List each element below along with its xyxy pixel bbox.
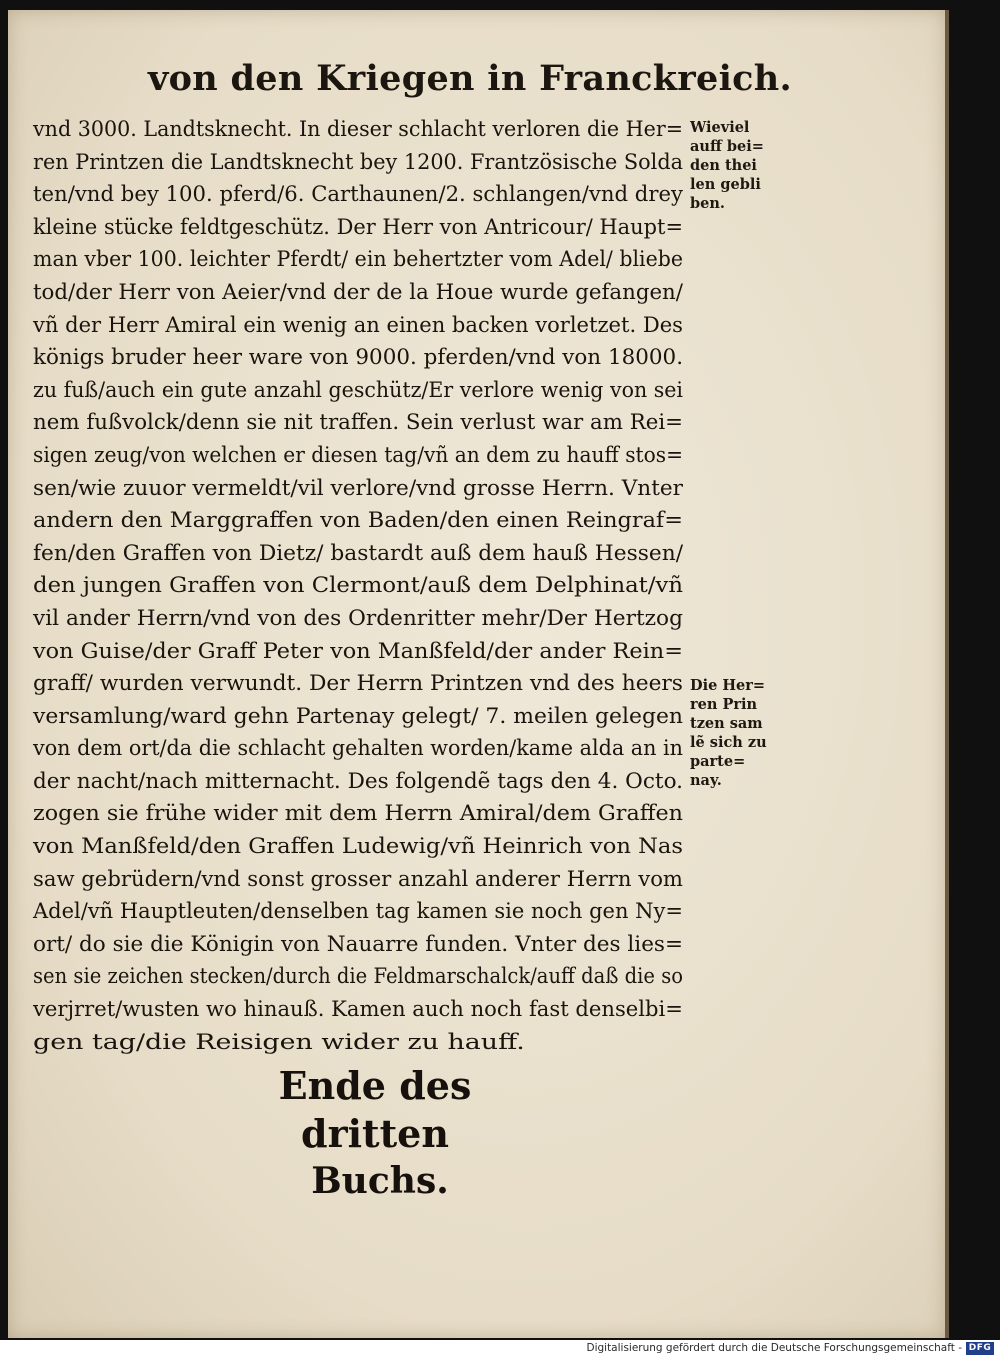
text-line: zogen sie frühe wider mit dem Herrn Amiral/dem Graffen: [33, 801, 684, 827]
footer-bar: [0, 1340, 1000, 1358]
text-line: sigen zeug/von welchen er diesen tag/vñ an dem zu hauff stos=: [33, 442, 684, 468]
text-line: verjrret/wusten wo hinauß. Kamen auch noch fast denselbi=: [33, 997, 683, 1023]
margin-note-line: Wieviel: [690, 119, 750, 136]
text-line: tod/der Herr von Aeier/vnd der de la Houe wurde gefangen/: [33, 279, 683, 305]
text-line: ten/vnd bey 100. pferd/6. Carthaunen/2. schlangen/vnd drey: [33, 182, 683, 208]
funding-notice: Digitalisierung gefördert durch die Deutsche Forschungsgemeinschaft -: [586, 1342, 962, 1354]
text-line: fen/den Graffen von Dietz/ bastardt auß dem hauß Hessen/: [33, 540, 684, 566]
margin-note: [690, 676, 800, 790]
margin-note-line: len gebli: [690, 176, 761, 193]
margin-note: [690, 118, 800, 213]
text-line: den jungen Graffen von Clermont/auß dem Delphinat/vñ: [33, 573, 683, 599]
text-line: vñ der Herr Amiral ein wenig an einen backen vorletzet. Des: [33, 312, 683, 338]
text-line: man vber 100. leichter Pferdt/ ein behertzter vom Adel/ bliebe: [33, 247, 684, 273]
text-line: nem fußvolck/denn sie nit traffen. Sein verlust war am Rei=: [33, 410, 684, 436]
text-line: Adel/vñ Hauptleuten/denselben tag kamen sie noch gen Ny=: [33, 899, 683, 925]
margin-note-line: nay.: [690, 772, 722, 789]
text-line: sen/wie zuuor vermeldt/vil verlore/vnd grosse Herrn. Vnter: [33, 475, 683, 501]
text-line: vnd 3000. Landtsknecht. In dieser schlacht verloren die Her=: [33, 117, 684, 142]
margin-note-line: tzen sam: [690, 715, 763, 732]
text-line: graff/ wurden verwundt. Der Herrn Printzen vnd des heers: [33, 671, 683, 697]
text-line: kleine stücke feldtgeschütz. Der Herr von Antricour/ Haupt=: [33, 214, 683, 240]
text-line: andern den Marggraffen von Baden/den einen Reingraf=: [33, 508, 683, 534]
margin-note-line: Die Her=: [690, 677, 766, 694]
margin-note-line: auff bei=: [690, 138, 764, 155]
text-line: vil ander Herrn/vnd von des Ordenritter mehr/Der Hertzog: [33, 605, 683, 631]
text-line: ren Printzen die Landtsknecht bey 1200. Frantzösische Solda: [33, 149, 684, 175]
text-line: von Guise/der Graff Peter von Manßfeld/der ander Rein=: [33, 638, 683, 664]
text-line: saw gebrüdern/vnd sonst grosser anzahl anderer Herrn vom: [33, 866, 683, 892]
text-line: sen sie zeichen stecken/durch die Feldmarschalck/auff daß die so: [33, 964, 684, 990]
margin-note-line: ren Prin: [690, 696, 758, 713]
text-line: versamlung/ward gehn Partenay gelegt/ 7. meilen gelegen: [33, 703, 684, 729]
book-end-line: Buchs.: [311, 1160, 449, 1202]
book-end-heading: [210, 1062, 540, 1204]
margin-note-line: ben.: [690, 195, 725, 212]
text-line: von dem ort/da die schlacht gehalten worden/kame alda an in: [33, 736, 684, 762]
text-line: zu fuß/auch ein gute anzahl geschütz/Er verlore wenig von sei: [33, 377, 684, 403]
running-head: von den Kriegen in Franckreich.: [148, 58, 793, 99]
margin-note-line: den thei: [690, 157, 757, 174]
dfg-logo-icon: DFG: [966, 1342, 994, 1355]
page-edge: [945, 10, 949, 1338]
body-text: [33, 114, 688, 1059]
book-end-line: Ende des dritten: [278, 1063, 472, 1156]
margin-note-line: parte=: [690, 753, 746, 770]
text-line: gen tag/die Reisigen wider zu hauff.: [33, 1029, 525, 1055]
text-line: ort/ do sie die Königin von Nauarre funden. Vnter des lies=: [33, 931, 684, 957]
text-line: der nacht/nach mitternacht. Des folgendẽ tags den 4. Octo.: [33, 768, 684, 794]
text-line: von Manßfeld/den Graffen Ludewig/vñ Heinrich von Nas: [33, 834, 683, 860]
text-line: königs bruder heer ware von 9000. pferden/vnd von 18000.: [33, 345, 684, 371]
margin-note-line: lẽ sich zu: [690, 734, 767, 751]
